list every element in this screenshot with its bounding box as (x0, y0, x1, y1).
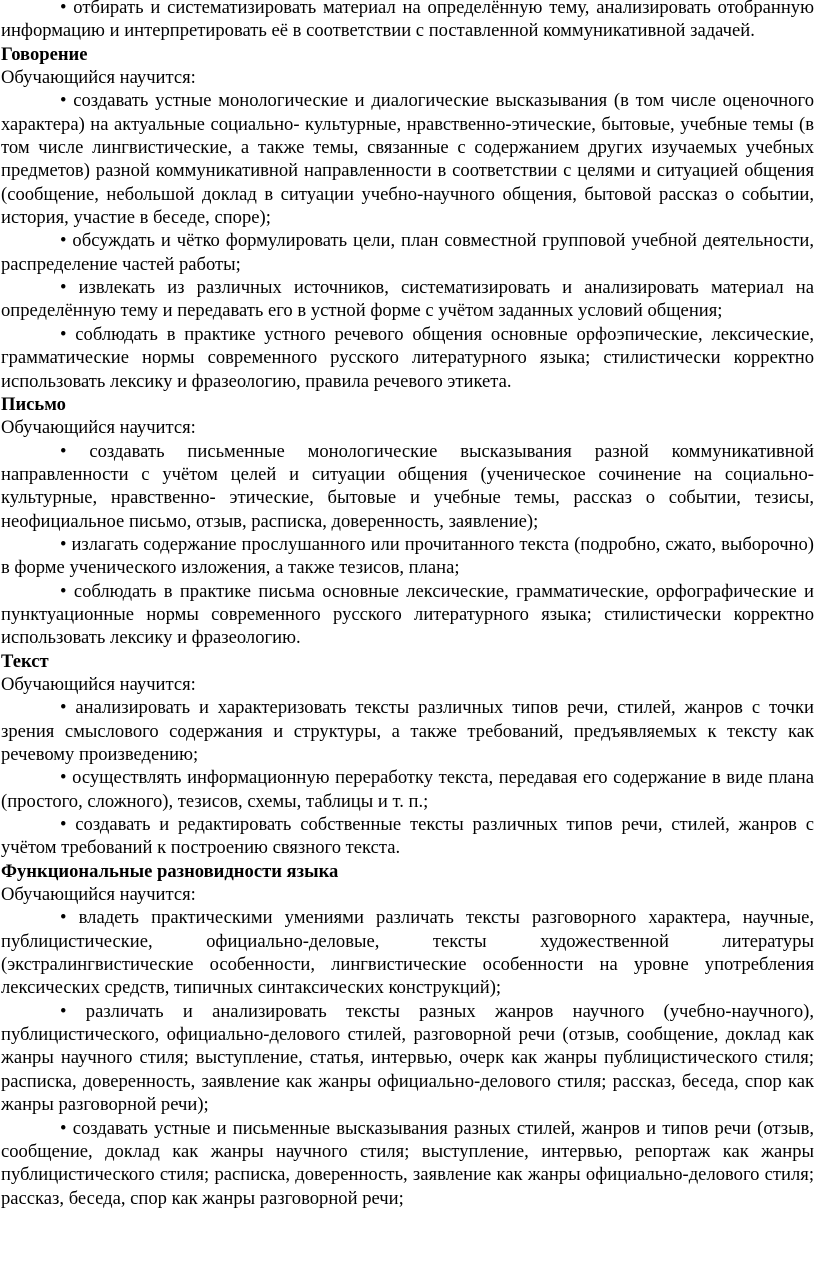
section-heading-speaking: Говорение (1, 43, 88, 65)
text-item-1: • анализировать и характеризовать тексты различных типов речи, стилей, жанров с точки зрения смыслового содержания и структуры, а также требований, предъявляемых к тексту как речевому произведению; (1, 697, 814, 765)
section-intro-speaking: Обучающийся научится: (1, 67, 196, 89)
functional-styles-item-3: • создавать устные и письменные высказывания разных стилей, жанров и типов речи (отзыв, сообщение, доклад как жанры научного стиля; выступление, интервью, репортаж как жанры публицистического стиля; расписка, доверенность, заявление как жанры официально-делового стиля; рассказ, беседа, спор как жанры разговорной речи; (1, 1117, 814, 1209)
speaking-item-2: • обсуждать и чётко формулировать цели, план совместной групповой учебной деятельности, распределение частей работы; (1, 230, 814, 275)
section-heading-writing: Письмо (1, 393, 66, 415)
text-item-2: • осуществлять информационную переработку текста, передавая его содержание в виде плана (простого, сложного), тезисов, схемы, таблицы и т. п.; (1, 767, 814, 812)
section-intro-text: Обучающийся научится: (1, 673, 196, 695)
functional-styles-item-2: • различать и анализировать тексты разных жанров научного (учебно-научного), публицистического, официально-делового стилей, разговорной речи (отзыв, сообщение, доклад как жанры научного стиля; выступление, статья, интервью, очерк как жанры публицистического стиля; расписка, доверенность, заявление как жанры официально-делового стиля; рассказ, беседа, спор как жанры разговорной речи); (1, 1000, 814, 1116)
intro-continuation-item: • отбирать и систематизировать материал на определённую тему, анализировать отобранную информацию и интерпретировать её в соответствии с поставленной коммуникативной задачей. (1, 0, 814, 42)
section-heading-functional-styles: Функциональные разновидности языка (1, 860, 339, 882)
section-intro-writing: Обучающийся научится: (1, 417, 196, 439)
section-intro-functional-styles: Обучающийся научится: (1, 884, 196, 906)
writing-item-3: • соблюдать в практике письма основные лексические, грамматические, орфографические и пунктуационные нормы современного русского литературного языка; стилистически корректно использовать лексику и фразеологию. (1, 580, 814, 649)
functional-styles-item-1: • владеть практическими умениями различать тексты разговорного характера, научные, публицистические, официально-деловые, тексты художественной литературы (экстралингвистические особенности, лингвистические особенности на уровне употребления лексических средств, типичных синтаксических конструкций); (1, 907, 814, 999)
writing-item-2: • излагать содержание прослушанного или прочитанного текста (подробно, сжато, выборочно) в форме ученического изложения, а также тезисов, плана; (1, 533, 814, 579)
speaking-item-1: • создавать устные монологические и диалогические высказывания (в том числе оценочного характера) на актуальные социально- культурные, нравственно-этические, бытовые, учебные темы (в том числе лингвистические, а также темы, связанные с содержанием других изучаемых учебных предметов) разной коммуникативной направленности в соответствии с целями и ситуацией общения (сообщение, небольшой доклад в ситуации учебно-научного общения, бытовой рассказ о событии, история, участие в беседе, споре); (1, 90, 814, 229)
speaking-item-4: • соблюдать в практике устного речевого общения основные орфоэпические, лексические, грамматические нормы современного русского литературного языка; стилистически корректно использовать лексику и фразеологию, правила речевого этикета. (1, 323, 814, 392)
section-heading-text: Текст (1, 650, 49, 672)
speaking-item-3: • извлекать из различных источников, систематизировать и анализировать материал на определённую тему и передавать его в устной форме с учётом заданных условий общения; (1, 277, 814, 322)
writing-item-1: • создавать письменные монологические высказывания разной коммуникативной направленности с учётом целей и ситуации общения (ученическое сочинение на социально-культурные, нравственно- этические, бытовые и учебные темы, рассказ о событии, тезисы, неофициальное письмо, отзыв, расписка, доверенность, заявление); (1, 440, 814, 532)
text-item-3: • создавать и редактировать собственные тексты различных типов речи, стилей, жанров с учётом требований к построению связного текста. (1, 814, 814, 859)
